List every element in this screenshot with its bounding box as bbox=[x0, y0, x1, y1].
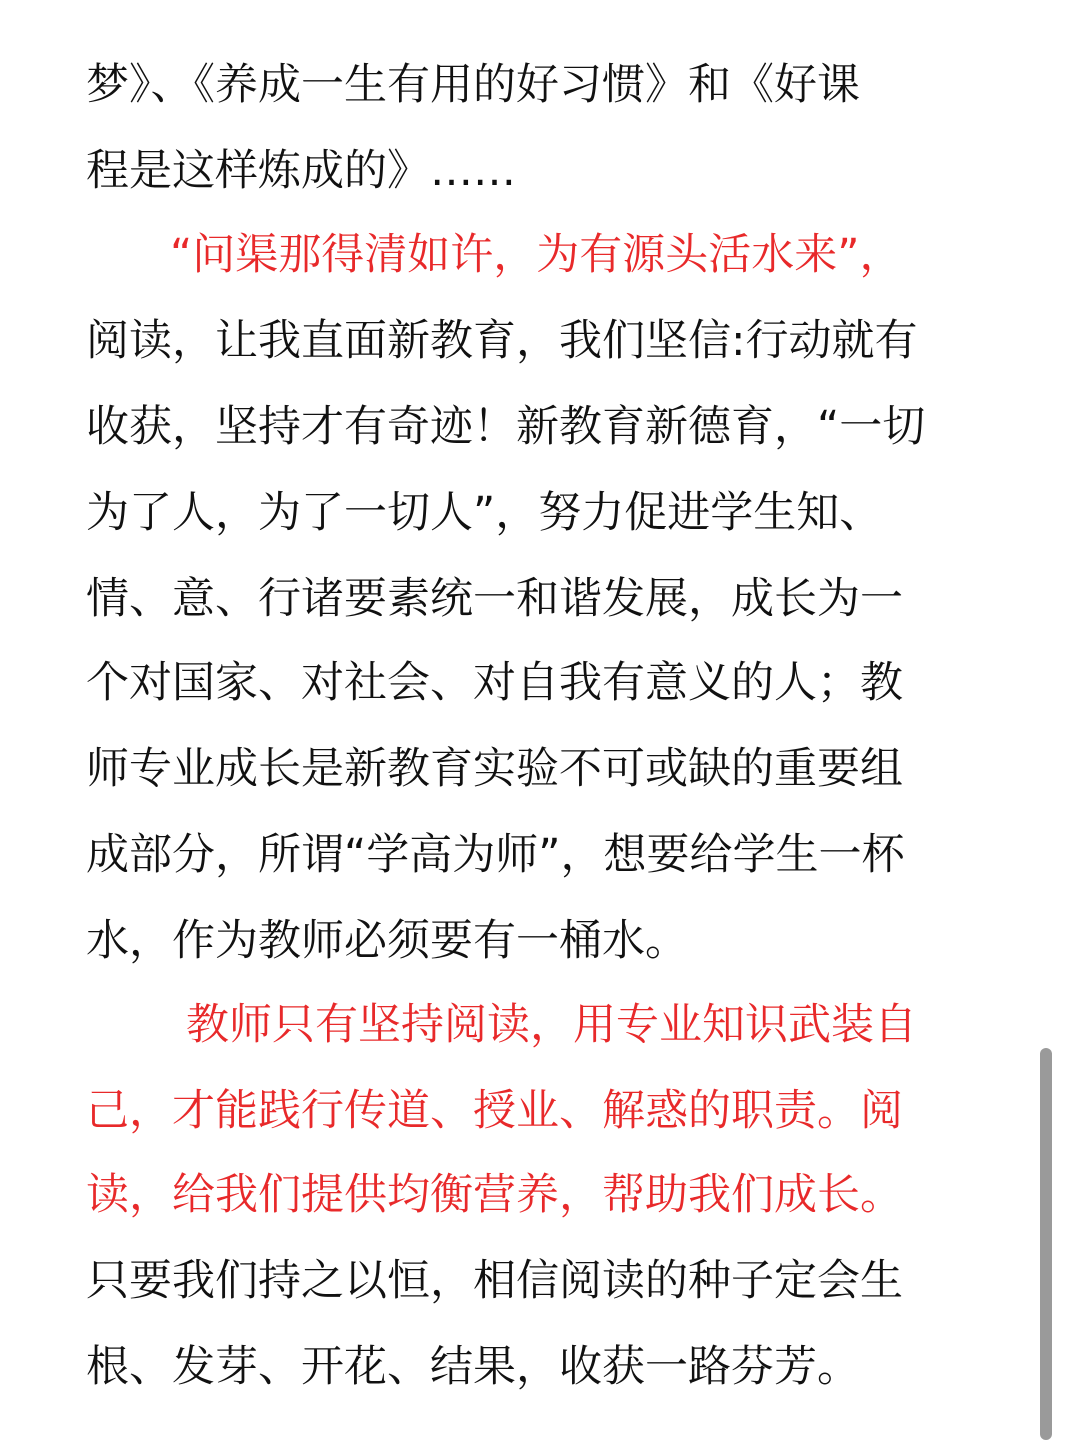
quote-line: “问渠那得清如许，为有源头活水来”， bbox=[170, 230, 903, 280]
text-line-2: 程是这样炼成的》…… bbox=[86, 146, 516, 196]
highlight-line-3: 读，给我们提供均衡营养，帮助我们成长。 bbox=[86, 1170, 903, 1220]
text-line-4: 阅读，让我直面新教育，我们坚信:行动就有 bbox=[86, 316, 918, 366]
text-line-7: 情、意、行诸要素统一和谐发展，成长为一 bbox=[86, 574, 903, 624]
scrollbar[interactable] bbox=[1040, 1048, 1052, 1440]
highlight-line-1: 教师只有坚持阅读，用专业知识武装自 bbox=[186, 1000, 917, 1050]
scrollbar-thumb[interactable] bbox=[1040, 1048, 1052, 1440]
text-line-5: 收获，坚持才有奇迹！新教育新德育，“一切 bbox=[86, 402, 926, 452]
text-line-8: 个对国家、对社会、对自我有意义的人；教 bbox=[86, 658, 903, 708]
highlight-line-2: 己，才能践行传道、授业、解惑的职责。阅 bbox=[86, 1086, 903, 1136]
text-line-6: 为了人，为了一切人”，努力促进学生知、 bbox=[86, 488, 883, 538]
text-line-11: 水，作为教师必须要有一桶水。 bbox=[86, 916, 688, 966]
text-line-9: 师专业成长是新教育实验不可或缺的重要组 bbox=[86, 744, 903, 794]
text-line-15: 只要我们持之以恒，相信阅读的种子定会生 bbox=[86, 1256, 903, 1306]
text-line-16: 根、发芽、开花、结果，收获一路芬芳。 bbox=[86, 1342, 860, 1392]
text-line-1: 梦》、《养成一生有用的好习惯》和《好课 bbox=[86, 60, 860, 110]
text-line-10: 成部分，所谓“学高为师”，想要给学生一杯 bbox=[86, 830, 905, 880]
